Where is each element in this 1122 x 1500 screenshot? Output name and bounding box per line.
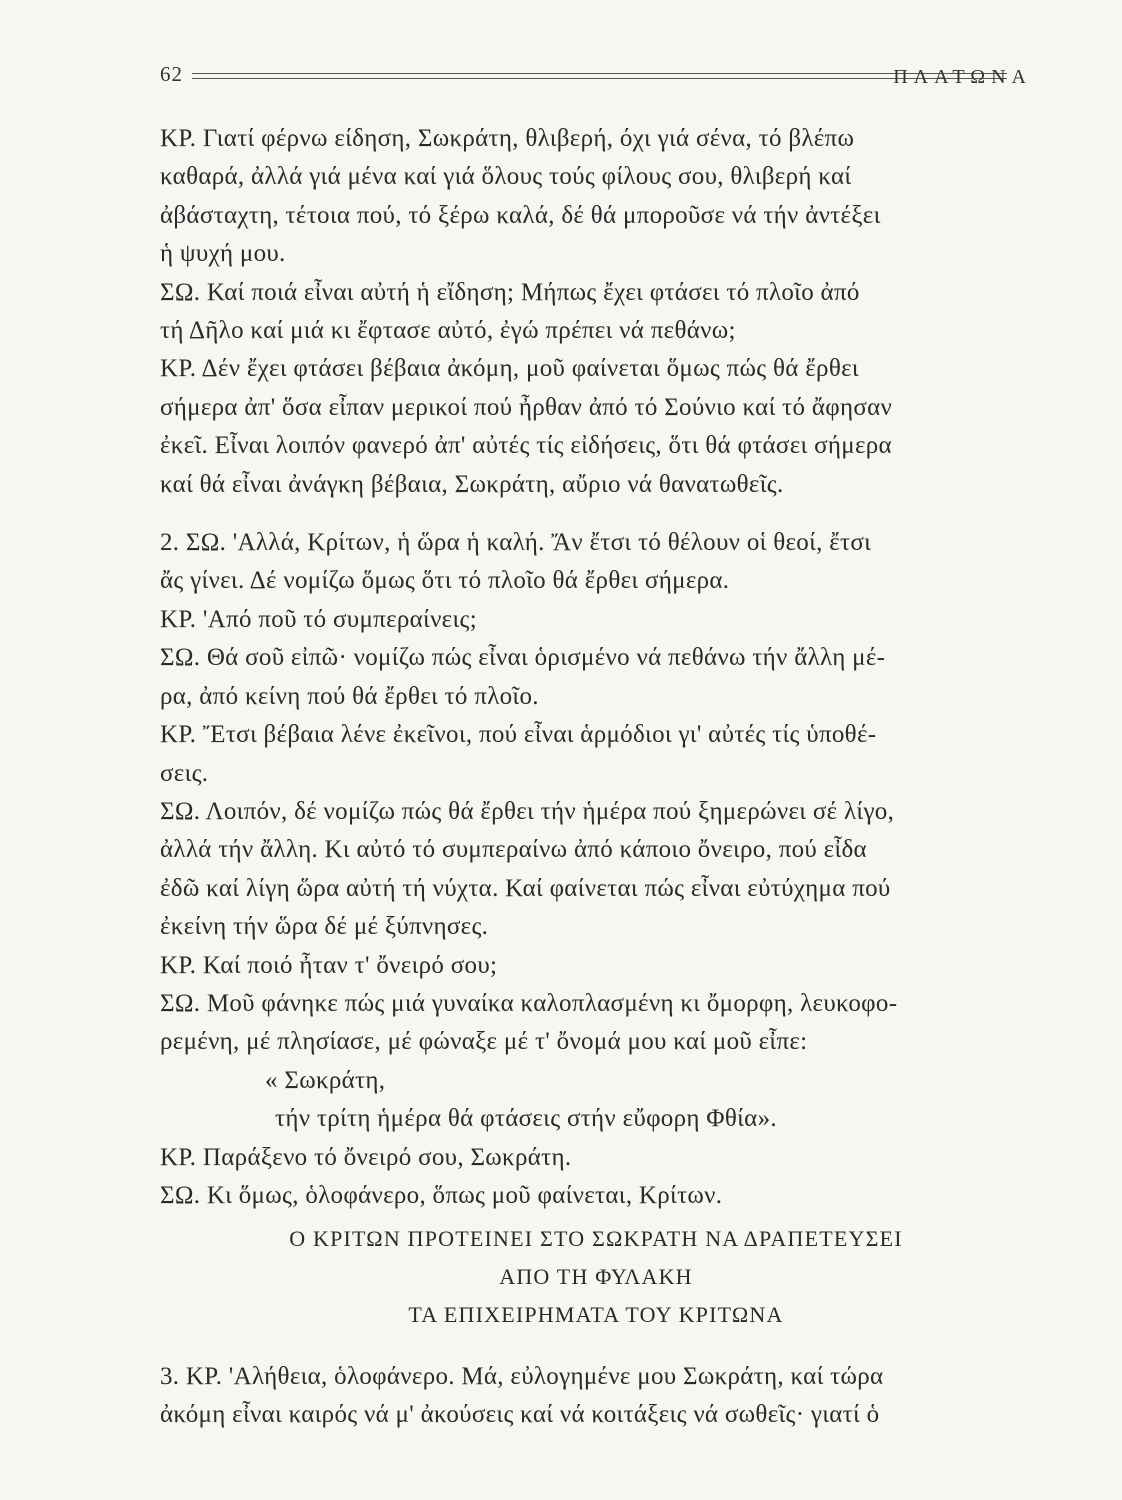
text-line: σεις.: [160, 759, 209, 787]
paragraph-gap: [160, 504, 1032, 524]
section-heading: [160, 1220, 1032, 1334]
text-line: ΣΩ. Καί ποιά εἶναι αὐτή ἡ εἴδηση; Μήπως ἔχει φτάσει τό πλοῖο ἀπό: [160, 278, 860, 306]
body-text: [160, 120, 1032, 1215]
text-line: 2. ΣΩ. 'Αλλά, Κρίτων, ἡ ὥρα ἡ καλή. Ἄν ἔτσι τό θέλουν οἱ θεοί, ἔτσι: [160, 529, 872, 557]
text-line: ἀκόμη εἶναι καιρός νά μ' ἀκούσεις καί νά κοιτάξεις νά σωθεῖς· γιατί ὁ: [160, 1401, 880, 1429]
text-line: ἐκείνη τήν ὥρα δέ μέ ξύπνησες.: [160, 913, 489, 941]
verse-line: τήν τρίτη ἡμέρα θά φτάσεις στήν εὔφορη Φθία».: [275, 1105, 777, 1133]
text-line: ἡ ψυχή μου.: [160, 240, 286, 268]
text-line: ἐδῶ καί λίγη ὥρα αὐτή τή νύχτα. Καί φαίνεται πώς εἶναι εὐτύχημα πού: [160, 874, 891, 902]
text-line: ΣΩ. Μοῦ φάνηκε πώς μιά γυναίκα καλοπλασμένη κι ὄμορφη, λευκοφο-: [160, 989, 898, 1017]
running-title: ΠΛΑΤΩΝΑ: [893, 66, 1032, 88]
text-line: ΣΩ. Λοιπόν, δέ νομίζω πώς θά ἔρθει τήν ἡμέρα πού ξημερώνει σέ λίγο,: [160, 797, 895, 825]
text-line: ΣΩ. Κι ὅμως, ὁλοφάνερο, ὅπως μοῦ φαίνεται, Κρίτων.: [160, 1181, 723, 1209]
text-line: 3. ΚΡ. 'Αλήθεια, ὁλοφάνερο. Μά, εὐλογημένε μου Σωκράτη, καί τώρα: [160, 1363, 884, 1390]
text-line: ἀλλά τήν ἄλλη. Κι αὐτό τό συμπεραίνω ἀπό κάποιο ὄνειρο, πού εἶδα: [160, 836, 867, 864]
text-line: ΚΡ. Δέν ἔχει φτάσει βέβαια ἀκόμη, μοῦ φαίνεται ὅμως πώς θά ἔρθει: [160, 355, 859, 383]
heading-line: Ο ΚΡΙΤΩΝ ΠΡΟΤΕΙΝΕΙ ΣΤΟ ΣΩΚΡΑΤΗ ΝΑ ΔΡΑΠΕΤΕΥΣΕΙ: [289, 1226, 903, 1251]
text-line: ΚΡ. Καί ποιό ἦταν τ' ὄνειρό σου;: [160, 951, 498, 979]
text-line: ἐκεῖ. Εἶναι λοιπόν φανερό ἀπ' αὐτές τίς εἰδήσεις, ὅτι θά φτάσει σήμερα: [160, 432, 892, 460]
heading-line: ΤΑ ΕΠΙΧΕΙΡΗΜΑΤΑ ΤΟΥ ΚΡΙΤΩΝΑ: [408, 1302, 784, 1327]
page-header: [160, 62, 1032, 92]
text-line: ΚΡ. Παράξενο τό ὄνειρό σου, Σωκράτη.: [160, 1143, 572, 1171]
text-line: τή Δῆλο καί μιά κι ἔφτασε αὐτό, ἐγώ πρέπει νά πεθάνω;: [160, 317, 736, 345]
page-number: 62: [160, 62, 183, 86]
text-line: ΚΡ. Ἔτσι βέβαια λένε ἐκεῖνοι, πού εἶναι ἁρμόδιοι γι' αὐτές τίς ὑποθέ-: [160, 721, 877, 749]
heading-line: ΑΠΟ ΤΗ ΦΥΛΑΚΗ: [499, 1264, 693, 1289]
text-line: ἀβάσταχτη, τέτοια πού, τό ξέρω καλά, δέ θά μποροῦσε νά τήν ἀντέξει: [160, 201, 881, 229]
verse-line: « Σωκράτη,: [265, 1066, 386, 1094]
text-line: ΣΩ. Θά σοῦ εἰπῶ· νομίζω πώς εἶναι ὁρισμένο νά πεθάνω τήν ἄλλη μέ-: [160, 644, 886, 672]
text-line: σήμερα ἀπ' ὅσα εἶπαν μερικοί πού ἦρθαν ἀπό τό Σούνιο καί τό ἄφησαν: [160, 393, 893, 421]
text-line: ἄς γίνει. Δέ νομίζω ὅμως ὅτι τό πλοῖο θά ἔρθει σήμερα.: [160, 567, 730, 595]
text-line: καθαρά, ἀλλά γιά μένα καί γιά ὅλους τούς φίλους σου, θλιβερή καί: [160, 163, 852, 191]
text-line: ΚΡ. Γιατί φέρνω είδηση, Σωκράτη, θλιβερή, όχι γιά σένα, τό βλέπω: [160, 125, 855, 152]
text-line: ΚΡ. 'Από ποῦ τό συμπεραίνεις;: [160, 605, 477, 633]
text-line: ρεμένη, μέ πλησίασε, μέ φώναξε μέ τ' ὄνομά μου καί μοῦ εἶπε:: [160, 1028, 808, 1056]
text-line: καί θά εἶναι ἀνάγκη βέβαια, Σωκράτη, αὔριο νά θανατωθεῖς.: [160, 470, 784, 498]
closing-text: [160, 1358, 1032, 1435]
header-rule: [192, 73, 1007, 79]
text-line: ρα, ἀπό κείνη πού θά ἔρθει τό πλοῖο.: [160, 682, 539, 710]
